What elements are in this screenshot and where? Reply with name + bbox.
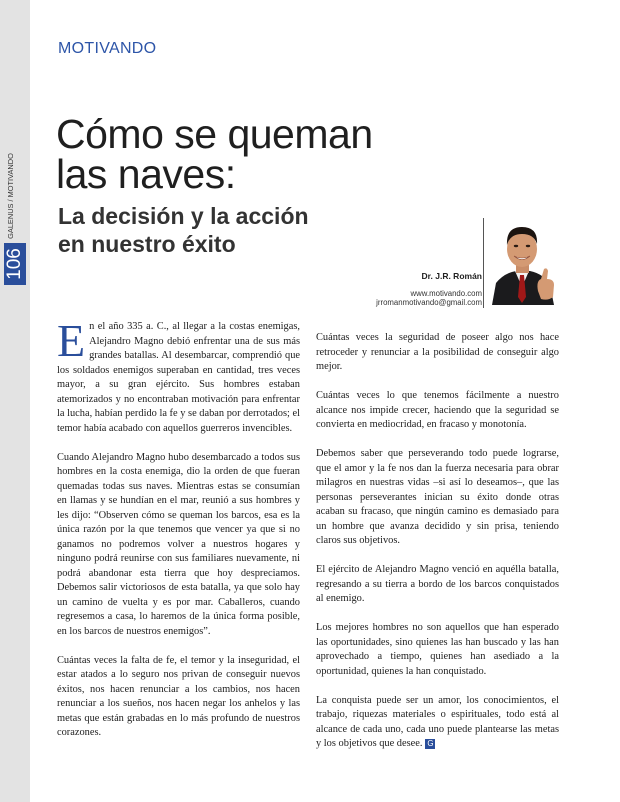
subtitle-line: en nuestro éxito xyxy=(58,231,236,257)
article-paragraph xyxy=(316,694,559,752)
page-number-box xyxy=(4,243,26,285)
article-paragraph: Cuántas veces lo que tenemos fácilmente a nuestro alcance nos impide crecer, haciendo que la seguridad se convierta en mediocridad, en fracaso y monotonía. xyxy=(316,390,559,430)
author-email[interactable]: jrromanmotivando@gmail.com xyxy=(376,298,482,307)
article-paragraph: Debemos saber que perseverando todo puede lograrse, que el amor y la fe nos dan la fuerza necesaria para obrar milagros en nuestras vidas –si así lo deseamos–, que las personas perseverantes inician su éxito donde otras acaban su fracaso, que ningún camino es demasiado para un hombre que avanza decidido y sin prisa, teniendo claros sus objetivos. xyxy=(316,448,559,546)
portrait-divider xyxy=(483,218,484,308)
subtitle-line: La decisión y la acción xyxy=(58,203,309,229)
drop-cap: E xyxy=(57,315,86,366)
article-paragraph: Cuando Alejandro Magno hubo desembarcado a todos sus hombres en la costa enemiga, dio la orden de que fueran quemadas todas sus naves. Mientras estas se consumían en llamas y se hundían en el mar, reunió a sus hombres y les dijo: “Observen cómo se queman los barcos, esa es la única razón por la que tenemos que vencer ya que si no ganamos no podremos volver a nuestros hogares y ninguno podrá reunirse con sus familiares nuevamente, ni podrá abandonar esta tierra que hoy despreciamos. Debemos salir victoriosos de esta batalla, ya que solo hay un camino de vuelta y es por mar. Caballeros, cuando regresemos a casa, lo haremos de la única forma posible, en los barcos de nuestros enemigos”. xyxy=(57,451,300,637)
article-column-right xyxy=(316,331,559,766)
article-paragraph: El ejército de Alejandro Magno venció en aquélla batalla, regresando a su tierra a bordo de los barcos conquistados al enemigo. xyxy=(316,564,559,604)
side-band xyxy=(0,0,30,802)
end-of-article-icon: G xyxy=(427,738,434,748)
paragraph-text: n el año 335 a. C., al llegar a la costas enemigas, Alejandro Magno debió enfrentar una de sus más grandes batallas. Al desembarcar, comprendió que los soldados enemigos superaban en cantidad, tres veces mayor, a su gran ejército. Sus hombres estaban atemorizados y no encontraban motivación para enfrentar la lucha, habían perdido la fe y se daban por derrotados; el temor había acabado con aquellos guerreros invencibles. xyxy=(57,321,300,434)
article-paragraph: Los mejores hombres no son aquellos que han esperado las oportunidades, sino quienes las han buscado y las han aprovechado a tiempo, quienes han asediado a la oportunidad, quienes la han conquistado. xyxy=(316,622,559,677)
article-paragraph xyxy=(57,315,300,436)
article-paragraph: Cuántas veces la falta de fe, el temor y la inseguridad, el estar atados a lo seguro nos privan de conseguir nuevos éxitos, nos hacen renunciar a los cambios, nos hacen renunciar a los sueños, nos hacen negar los anhelos y las metas que están grabadas en lo más profundo de nuestros corazones. xyxy=(57,654,300,738)
author-website[interactable]: www.motivando.com xyxy=(410,289,482,298)
article-title xyxy=(56,111,373,197)
article-subtitle xyxy=(58,202,309,258)
author-name: Dr. J.R. Román xyxy=(421,271,482,281)
author-portrait xyxy=(486,217,558,305)
article-paragraph: Cuántas veces la seguridad de poseer algo nos hace retroceder y renunciar a la posibilidad de conseguir algo mejor. xyxy=(316,332,559,372)
article-column-left xyxy=(57,315,300,755)
title-line: las naves: xyxy=(56,151,236,197)
page-number: 106 xyxy=(4,248,25,280)
running-head: GALENUS / MOTIVANDO xyxy=(6,153,15,239)
section-label: MOTIVANDO xyxy=(58,40,157,57)
title-line: Cómo se queman xyxy=(56,111,373,157)
paragraph-text: La conquista puede ser un amor, los conocimientos, el trabajo, riquezas materiales o espirituales, todo está al alcance de cada uno, cada uno puede plantearse las metas y los objetivos que desee. xyxy=(316,694,559,749)
